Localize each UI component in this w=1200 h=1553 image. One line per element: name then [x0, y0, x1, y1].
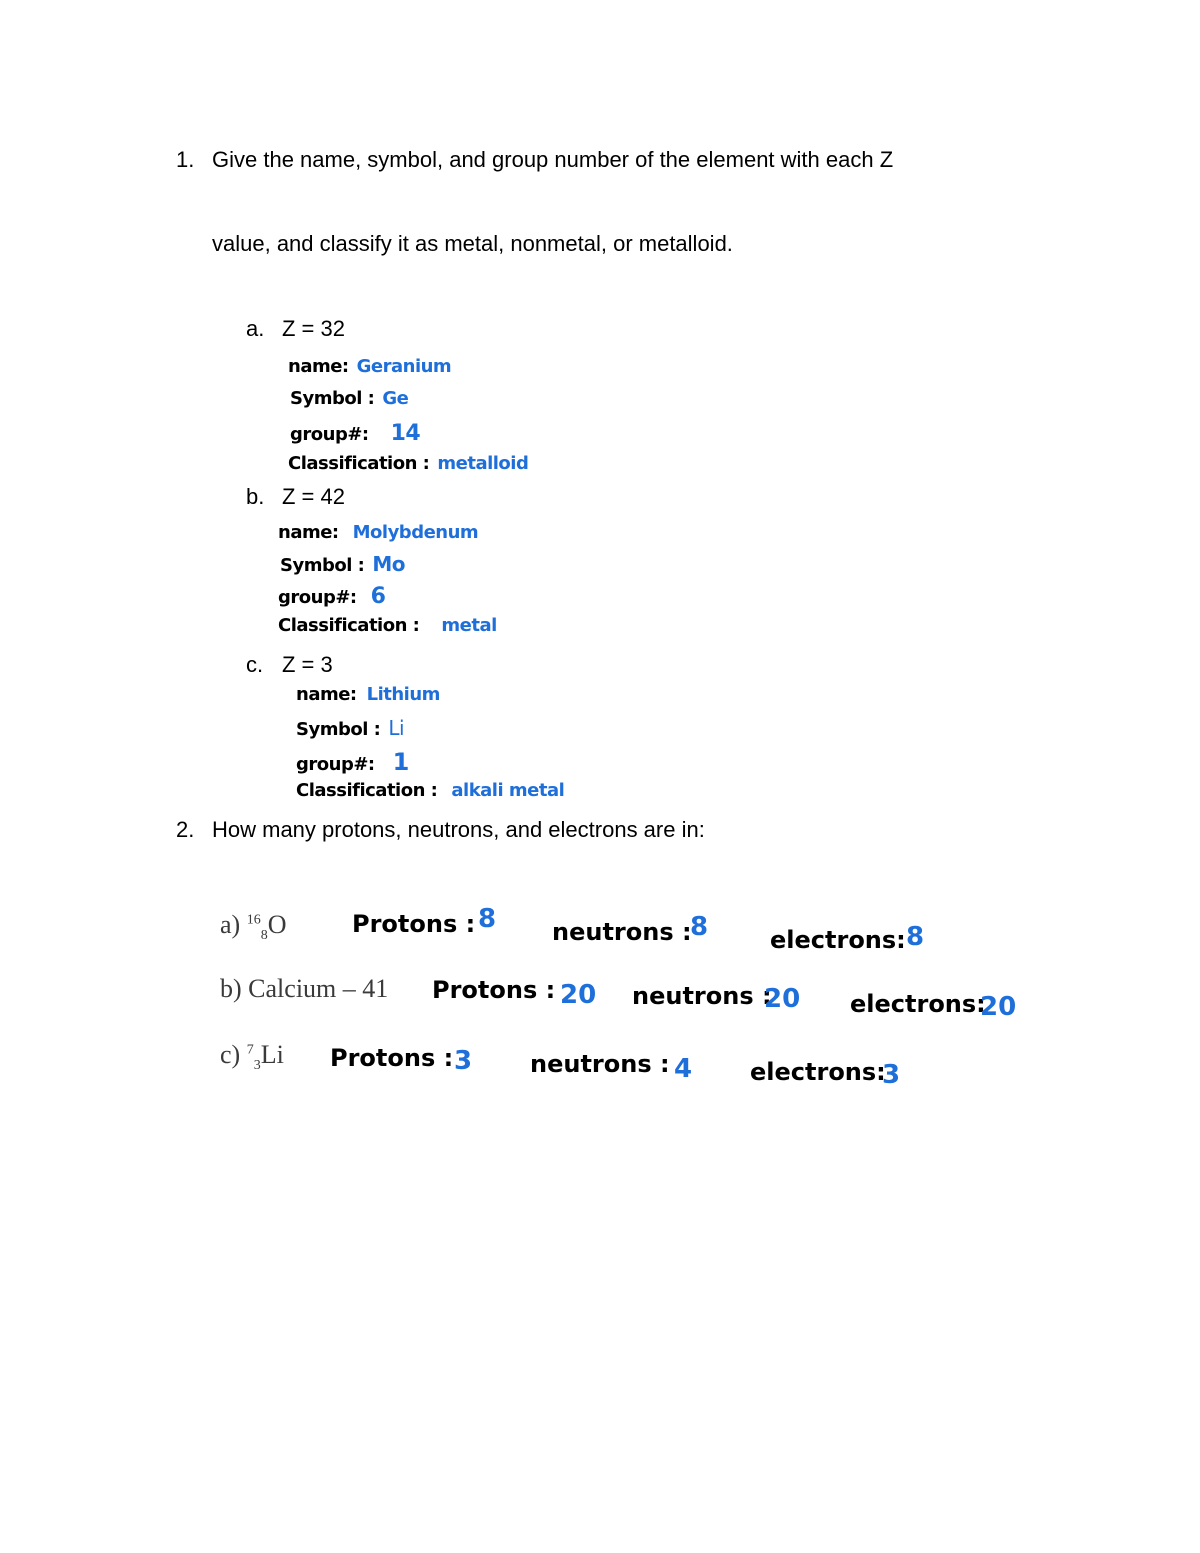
- question-1-number: 1.: [176, 147, 195, 172]
- row-a-symbol: O: [267, 910, 287, 939]
- row-a-electrons-label: electrons:: [770, 926, 906, 954]
- row-c-atomic-number: 3: [253, 1058, 261, 1074]
- item-c-symbol-line: [296, 716, 404, 740]
- row-a-mass-number: 16: [246, 912, 261, 928]
- item-a-group-line: [290, 421, 420, 446]
- group-answer: 14: [390, 421, 421, 446]
- row-a-neutrons-answer: 8: [690, 912, 709, 942]
- name-label: name:: [288, 356, 349, 377]
- row-c-mass-number: 7: [246, 1042, 254, 1058]
- item-c-letter: c.: [246, 652, 264, 677]
- classification-label: Classification :: [296, 780, 438, 801]
- row-c-prefix: c): [220, 1040, 241, 1069]
- row-a-protons-answer: 8: [478, 904, 497, 934]
- row-c-electrons-answer: 3: [882, 1060, 901, 1090]
- symbol-label: Symbol :: [290, 388, 375, 409]
- item-a-class-line: [288, 453, 528, 474]
- item-c-name-line: [296, 684, 440, 705]
- name-answer: Lithium: [366, 684, 440, 705]
- question-1-text-line1: Give the name, symbol, and group number of the element with each Z: [212, 147, 894, 172]
- symbol-label: Symbol :: [296, 719, 381, 740]
- row-b-nuclide: [220, 974, 388, 1004]
- row-a-prefix: a): [220, 910, 241, 939]
- item-b-name-line: [278, 522, 478, 543]
- row-c-electrons-label: electrons:: [750, 1058, 886, 1086]
- row-c-protons-answer: 3: [454, 1046, 473, 1076]
- row-b-electrons-answer: 20: [980, 992, 1017, 1022]
- row-c-neutrons-answer: 4: [674, 1054, 693, 1084]
- symbol-answer: Mo: [372, 552, 405, 576]
- row-b-protons-answer: 20: [560, 980, 597, 1010]
- symbol-answer: Li: [388, 716, 405, 740]
- row-a-protons-label: Protons :: [352, 910, 476, 938]
- row-c-protons-label: Protons :: [330, 1044, 454, 1072]
- row-b-prefix: b): [220, 974, 242, 1003]
- question-2-number: 2.: [176, 817, 195, 842]
- row-c-nuclide: [220, 1040, 284, 1074]
- row-a-electrons-answer: 8: [906, 922, 925, 952]
- row-c-neutrons-label: neutrons :: [530, 1050, 670, 1078]
- row-a-neutrons-label: neutrons :: [552, 918, 692, 946]
- classification-label: Classification :: [288, 453, 430, 474]
- item-c-class-line: [296, 780, 564, 801]
- classification-label: Classification :: [278, 615, 420, 636]
- item-b-class-line: [278, 615, 497, 636]
- row-a-nuclide: [220, 910, 286, 944]
- question-2-text: How many protons, neutrons, and electrons are in:: [212, 817, 705, 842]
- symbol-answer: Ge: [382, 388, 409, 409]
- name-answer: Geranium: [356, 356, 452, 377]
- item-a-letter: a.: [246, 316, 265, 341]
- item-c-z: Z = 3: [282, 652, 333, 677]
- item-b-group-line: [278, 584, 385, 609]
- classification-answer: metalloid: [437, 453, 529, 474]
- group-answer: 1: [392, 748, 409, 776]
- item-b-letter: b.: [246, 484, 265, 509]
- symbol-label: Symbol :: [280, 555, 365, 576]
- row-c-symbol: Li: [260, 1040, 284, 1069]
- item-a-name-line: [288, 356, 451, 377]
- item-b-symbol-line: [280, 552, 405, 576]
- group-label: group#:: [278, 587, 357, 608]
- group-label: group#:: [296, 754, 375, 775]
- name-answer: Molybdenum: [352, 522, 479, 543]
- name-label: name:: [278, 522, 339, 543]
- group-answer: 6: [370, 584, 386, 609]
- classification-answer: alkali metal: [451, 780, 565, 801]
- item-c-group-line: [296, 748, 409, 776]
- item-b-z: Z = 42: [282, 484, 345, 509]
- row-b-label: Calcium – 41: [248, 974, 389, 1003]
- row-b-neutrons-label: neutrons :: [632, 982, 772, 1010]
- row-a-atomic-number: 8: [260, 928, 268, 944]
- question-1-text-line2: value, and classify it as metal, nonmetal, or metalloid.: [212, 231, 733, 256]
- row-b-neutrons-answer: 20: [764, 984, 801, 1014]
- row-b-electrons-label: electrons:: [850, 990, 986, 1018]
- row-b-protons-label: Protons :: [432, 976, 556, 1004]
- name-label: name:: [296, 684, 357, 705]
- item-a-symbol-line: [290, 388, 408, 409]
- classification-answer: metal: [441, 615, 497, 636]
- group-label: group#:: [290, 424, 369, 445]
- item-a-z: Z = 32: [282, 316, 345, 341]
